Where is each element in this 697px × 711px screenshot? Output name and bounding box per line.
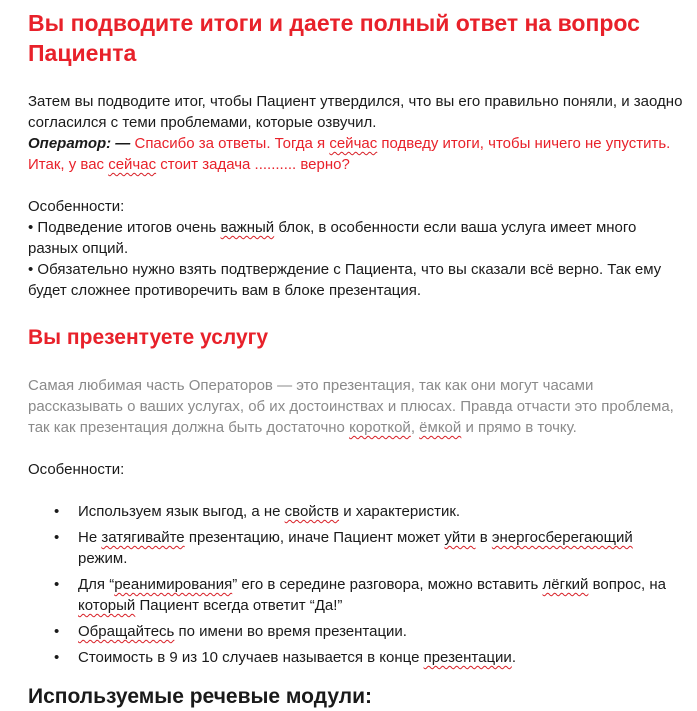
spellcheck-word: который xyxy=(78,597,136,614)
intro-text-part: Самая любимая часть Операторов — это презентация, так как они могут часами рассказывать о ваших услугах, об их достоинствах и плюсах. Правда отчасти это проблема, так как презентация должна быть достаточно xyxy=(28,377,674,436)
spacer xyxy=(28,438,683,459)
bullet-text-part: Пациент всегда ответит “Да!” xyxy=(135,597,343,614)
summary-intro-paragraph xyxy=(28,91,683,133)
summary-features-label: Особенности: xyxy=(28,198,125,215)
bullet-text-part: . xyxy=(511,649,516,666)
section-summary-title: Вы подводите итоги и даете полный ответ на вопрос Пациента xyxy=(28,10,640,66)
section-speech-modules-title: Используемые речевые модули: xyxy=(28,685,372,708)
spellcheck-word: затягивайте xyxy=(101,529,185,546)
spellcheck-word: важный xyxy=(220,219,275,236)
presentation-bullet-list xyxy=(28,501,683,668)
list-item xyxy=(54,527,683,569)
spacer xyxy=(28,352,683,375)
feature-text-part: блок, в особенности если ваша услуга имеет много разных опций. xyxy=(28,219,637,257)
spellcheck-word: сейчас xyxy=(329,135,378,152)
spellcheck-word: свойств xyxy=(284,503,340,520)
operator-quote-paragraph xyxy=(28,133,683,175)
spacer xyxy=(28,301,683,324)
bullet-text-part: режим. xyxy=(78,550,128,567)
spellcheck-word: Обращайтесь xyxy=(78,623,175,640)
list-item xyxy=(54,647,683,668)
presentation-features-label: Особенности: xyxy=(28,461,125,478)
bullet-text-part: Используем язык выгод, а не xyxy=(78,503,285,520)
summary-feature-item xyxy=(28,217,683,259)
bullet-text-part: в xyxy=(475,529,492,546)
spellcheck-word: короткой xyxy=(349,419,411,436)
list-item xyxy=(54,574,683,616)
operator-text-part: подведу итоги, чтобы ничего не упустить. Итак, у вас xyxy=(28,135,671,173)
feature-text-part: • Подведение итогов очень xyxy=(28,219,221,236)
bullet-icon: • xyxy=(54,529,60,546)
summary-feature-item: • Обязательно нужно взять подтверждение с Пациента, что вы сказали всё верно. Так ему будет сложнее противоречить вам в блоке презентация. xyxy=(28,261,662,299)
presentation-intro-paragraph xyxy=(28,375,683,438)
summary-intro-text: Затем вы подводите итог, чтобы Пациент утвердился, что вы его правильно поняли, и заодно согласился с теми проблемами, которые озвучил. xyxy=(28,93,683,131)
spellcheck-word: реанимирования xyxy=(114,576,233,593)
spacer xyxy=(28,175,683,196)
spacer xyxy=(28,68,683,91)
spellcheck-word: энергосберегающий xyxy=(491,529,633,546)
spellcheck-word: сейчас xyxy=(108,156,157,173)
spacer xyxy=(28,673,683,683)
spellcheck-word: ёмкой xyxy=(419,419,462,436)
bullet-icon: • xyxy=(54,576,60,593)
bullet-text-part: Не xyxy=(78,529,102,546)
section-presentation-title: Вы презентуете услугу xyxy=(28,326,269,349)
operator-text-part: стоит задача .......... верно? xyxy=(156,156,350,173)
bullet-text-part: ” его в середине разговора, можно вставить xyxy=(232,576,543,593)
intro-text-part: и прямо в точку. xyxy=(461,419,577,436)
bullet-icon: • xyxy=(54,623,60,640)
bullet-text-part: Для “ xyxy=(78,576,115,593)
list-item xyxy=(54,501,683,522)
bullet-icon: • xyxy=(54,649,60,666)
bullet-text-part: по имени во время презентации. xyxy=(174,623,407,640)
bullet-text-part: презентацию, иначе Пациент может xyxy=(184,529,445,546)
spellcheck-word: презентации xyxy=(423,649,512,666)
bullet-icon: • xyxy=(54,503,60,520)
bullet-text-part: вопрос, на xyxy=(588,576,666,593)
operator-text-part: Спасибо за ответы. Тогда я xyxy=(130,135,330,152)
bullet-text-part: Стоимость в 9 из 10 случаев называется в конце xyxy=(78,649,424,666)
operator-label: Оператор: — xyxy=(28,135,131,152)
intro-text-part: , xyxy=(410,419,420,436)
bullet-text-part: и характеристик. xyxy=(339,503,461,520)
spellcheck-word: лёгкий xyxy=(542,576,589,593)
spellcheck-word: уйти xyxy=(444,529,476,546)
list-item xyxy=(54,621,683,642)
spacer xyxy=(28,480,683,501)
